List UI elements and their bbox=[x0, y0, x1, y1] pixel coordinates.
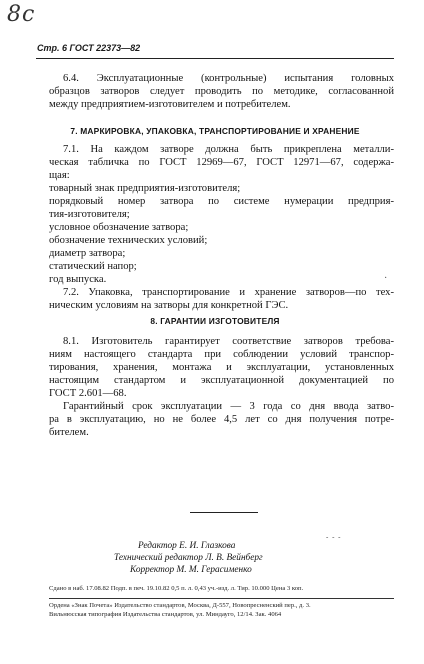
printer-line: Вильнюсская типография Издательства стандартов, ул. Миндауго, 12/14. Зак. 4064 bbox=[49, 611, 282, 618]
page-header: Стр. 6 ГОСТ 22373—82 bbox=[37, 43, 141, 53]
printing-info bbox=[49, 584, 394, 593]
list-item: порядковый номер затвора по системе нумерации предприя- bbox=[49, 196, 394, 207]
list-item: диаметр затвора; bbox=[49, 248, 126, 259]
text-line: 7.2. Упаковка, транспортирование и хранение затворов—по тех- bbox=[63, 287, 394, 298]
text-line: ниям настоящего стандарта при соблюдении условий транспор- bbox=[49, 349, 394, 360]
text-line: тирования, хранения, монтажа и эксплуатации, установленных bbox=[49, 362, 394, 373]
list-item: товарный знак предприятия-изготовителя; bbox=[49, 183, 241, 194]
list-item: статический напор; bbox=[49, 261, 137, 272]
publisher-line: Ордена «Знак Почета» Издательство стандартов, Москва, Д-557, Новопресненский пер., д. 3. bbox=[49, 602, 311, 609]
list-item: год выпуска. bbox=[49, 274, 107, 285]
section-8-heading: 8. ГАРАНТИИ ИЗГОТОВИТЕЛЯ bbox=[150, 316, 280, 326]
margin-tick-mark: · bbox=[384, 273, 388, 284]
text-line: ГОСТ 2.601—68. bbox=[49, 388, 127, 399]
text-line: ническим условиям на затворы для конкретной ГЭС. bbox=[49, 300, 289, 311]
text-line: Гарантийный срок эксплуатации — 3 года со дня ввода затво- bbox=[63, 401, 394, 412]
section-separator-rule bbox=[190, 512, 258, 513]
list-item: обозначение технических условий; bbox=[49, 235, 208, 246]
list-item: условное обозначение затвора; bbox=[49, 222, 189, 233]
text-line: 7.1. На каждом затворе должна быть прикреплена металли- bbox=[63, 144, 394, 155]
section-7-heading: 7. МАРКИРОВКА, УПАКОВКА, ТРАНСПОРТИРОВАНИЕ И ХРАНЕНИЕ bbox=[70, 126, 360, 136]
text-line: бителем. bbox=[49, 427, 89, 438]
stray-mark: ‐ ‐ ‐ bbox=[326, 533, 342, 541]
editor-credit: Редактор Е. И. Глазкова bbox=[138, 541, 236, 551]
section-6-paragraph bbox=[49, 72, 394, 111]
handwritten-page-mark: 8с bbox=[7, 2, 36, 27]
text-line: 8.1. Изготовитель гарантирует соответствие затворов требова- bbox=[63, 336, 394, 347]
section-7-body bbox=[49, 143, 394, 312]
publisher-info bbox=[49, 601, 394, 619]
proofreader-credit: Корректор М. М. Герасименко bbox=[130, 565, 252, 575]
text-line: 6.4. Эксплуатационные (контрольные) испытания головных bbox=[63, 73, 394, 84]
text-line: образцов затворов следует проводить по методике, согласованной bbox=[49, 86, 394, 97]
text-line: настоящим стандартом и эксплуатационной документацией по bbox=[49, 375, 394, 386]
header-rule bbox=[36, 58, 394, 59]
editorial-credits bbox=[100, 540, 360, 576]
text-line: ра в эксплуатацию, но не более 4,5 лет со дня получения потре- bbox=[49, 414, 394, 425]
list-item: тия-изготовителя; bbox=[49, 209, 130, 220]
text-line: щая: bbox=[49, 170, 70, 181]
printing-info-line: Сдано в наб. 17.08.82 Подп. в печ. 19.10.82 0,5 п. л. 0,43 уч.-изд. л. Тир. 10.000 Цена 3 коп. bbox=[49, 585, 304, 592]
section-8-body bbox=[49, 335, 394, 439]
text-line: ческая табличка по ГОСТ 12969—67, ГОСТ 12971—67, содержа- bbox=[49, 157, 394, 168]
technical-editor-credit: Технический редактор Л. В. Вейнберг bbox=[114, 553, 263, 563]
imprint-rule bbox=[49, 598, 394, 599]
text-line: между предприятием-изготовителем и потребителем. bbox=[49, 99, 291, 110]
